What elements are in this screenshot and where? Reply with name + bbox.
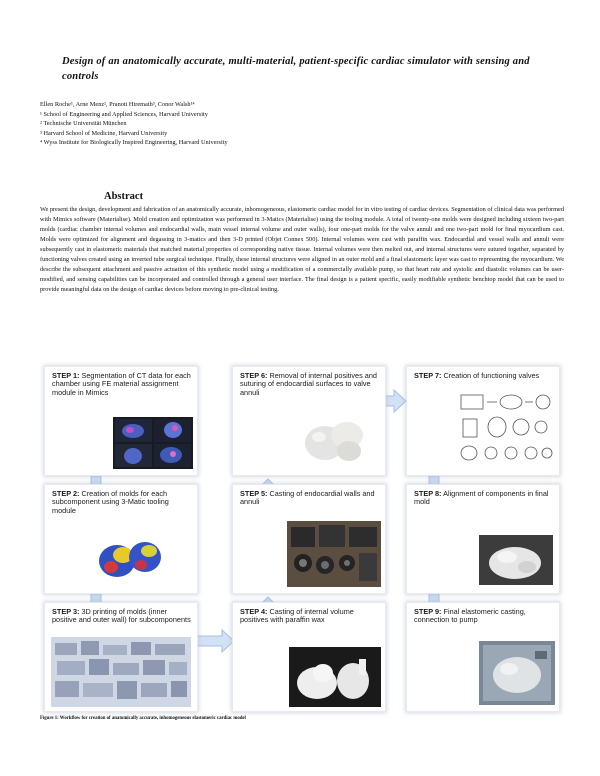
- abstract-heading: Abstract: [104, 191, 144, 202]
- arrow-step3-to-step4: [194, 628, 236, 654]
- valve-diagram-image: [457, 389, 555, 469]
- affiliation-1: ¹ School of Engineering and Applied Sciences, Harvard University: [40, 110, 208, 118]
- wax-positives-image: [289, 647, 381, 707]
- step-3-text: 3D printing of molds (inner positive and outer wall) for subcomponents: [52, 607, 191, 625]
- step-2-text: Creation of molds for each subcomponent using 3-Matic tooling module: [52, 489, 169, 515]
- step-3-label: STEP 3:: [52, 607, 80, 616]
- cast-walls-image: [287, 521, 381, 587]
- step-6-label: STEP 6:: [240, 371, 268, 380]
- final-cast-image: [479, 641, 555, 705]
- step-5-label: STEP 5:: [240, 489, 268, 498]
- step-1-text: Segmentation of CT data for each chamber using FE material assignment module in Mimics: [52, 371, 191, 397]
- step-9-text: Final elastomeric casting, connection to pump: [414, 607, 526, 625]
- step-8-text: Alignment of components in final mold: [414, 489, 549, 507]
- abstract-body: We present the design, development and fabrication of an anatomically accurate, inhomogeneous, elastomeric cardiac model for in vitro testing of cardiac devices. Segmentation of clinical data was performed with Mimics software (Materialise). Mold creation and optimization was performed in 3-Matics (Materialise) using the tooling module. A total of twenty-one molds were designed including sixteen two-part molds (cardiac chamber internal volumes and endocardial walls, main vessel internal volume and outer walls), four one-part molds for the valve annuli and one two-part mold for final myocardium cast. Molds were optimized for alignment and degassing in 3-matics and then 3-D printed (Objet Connex 500). Internal volumes were cast with paraffin wax. Endocardial and vessel walls and annuli were subsequently cast in elastomeric materials that matched material properties of corresponding native tissue. Internal volumes were then melted out, and internal structures were sutured together, separated by functioning valves created using an inverted tube surgical technique. Finally, these internal structures were aligned in an outer mold and a final elastomeric layer was cast to representing the myocardium. We describe the subsequent attachment and passive actuation of this synthetic model using a modification of a commercially available pump, so that heart rate and systolic and diastolic volumes can be user-modified, and sensing capabilities can be incorporated and controlled through a general user interface. The final design is a patient specific, easily modifiable synthetic benchtop model that can be used to provide meaningful data on the design of cardiac devices before moving to pre-clinical testing.: [40, 206, 564, 293]
- step-8-label: STEP 8:: [414, 489, 442, 498]
- step-6-box: [232, 366, 386, 476]
- step-5-text: Casting of endocardial walls and annuli: [240, 489, 375, 507]
- step-2-box: [44, 484, 198, 594]
- step-4-text: Casting of internal volume positives with paraffin wax: [240, 607, 354, 625]
- mold-model-image: [95, 529, 165, 585]
- author-names: Ellen Roche¹, Arne Menz², Pranoti Hiremath³, Conor Walsh¹⁴: [40, 101, 195, 108]
- step-9-box: [406, 602, 560, 712]
- step-1-box: [44, 366, 198, 476]
- step-5-box: [232, 484, 386, 594]
- author-block: [40, 100, 228, 148]
- step-6-text: Removal of internal positives and suturing of endocardial surfaces to valve annuli: [240, 371, 377, 397]
- step-3-box: [44, 602, 198, 712]
- affiliation-2: ² Technische Universität München: [40, 120, 127, 128]
- sutured-model-image: [299, 413, 373, 465]
- affiliation-3: ³ Harvard School of Medicine, Harvard University: [40, 129, 168, 137]
- figure-caption: Figure 1: Workflow for creation of anatomically accurate, inhomogeneous elastomeric cardiac model: [40, 716, 246, 721]
- step-9-label: STEP 9:: [414, 607, 442, 616]
- step-8-box: [406, 484, 560, 594]
- step-4-label: STEP 4:: [240, 607, 268, 616]
- aligned-components-image: [479, 535, 553, 585]
- affiliation-4: ⁴ Wyss Institute for Biologically Inspired Engineering, Harvard University: [40, 139, 228, 147]
- paper-title: Design of an anatomically accurate, multi-material, patient-specific cardiac simulator with sensing and controls: [62, 56, 530, 82]
- step-1-label: STEP 1:: [52, 371, 80, 380]
- step-7-text: Creation of functioning valves: [443, 371, 540, 380]
- step-7-box: [406, 366, 560, 476]
- step-7-label: STEP 7:: [414, 371, 442, 380]
- workflow-figure: [40, 364, 564, 712]
- step-2-label: STEP 2:: [52, 489, 80, 498]
- step-4-box: [232, 602, 386, 712]
- printed-molds-image: [51, 637, 191, 707]
- segmentation-screenshot-image: [113, 417, 193, 469]
